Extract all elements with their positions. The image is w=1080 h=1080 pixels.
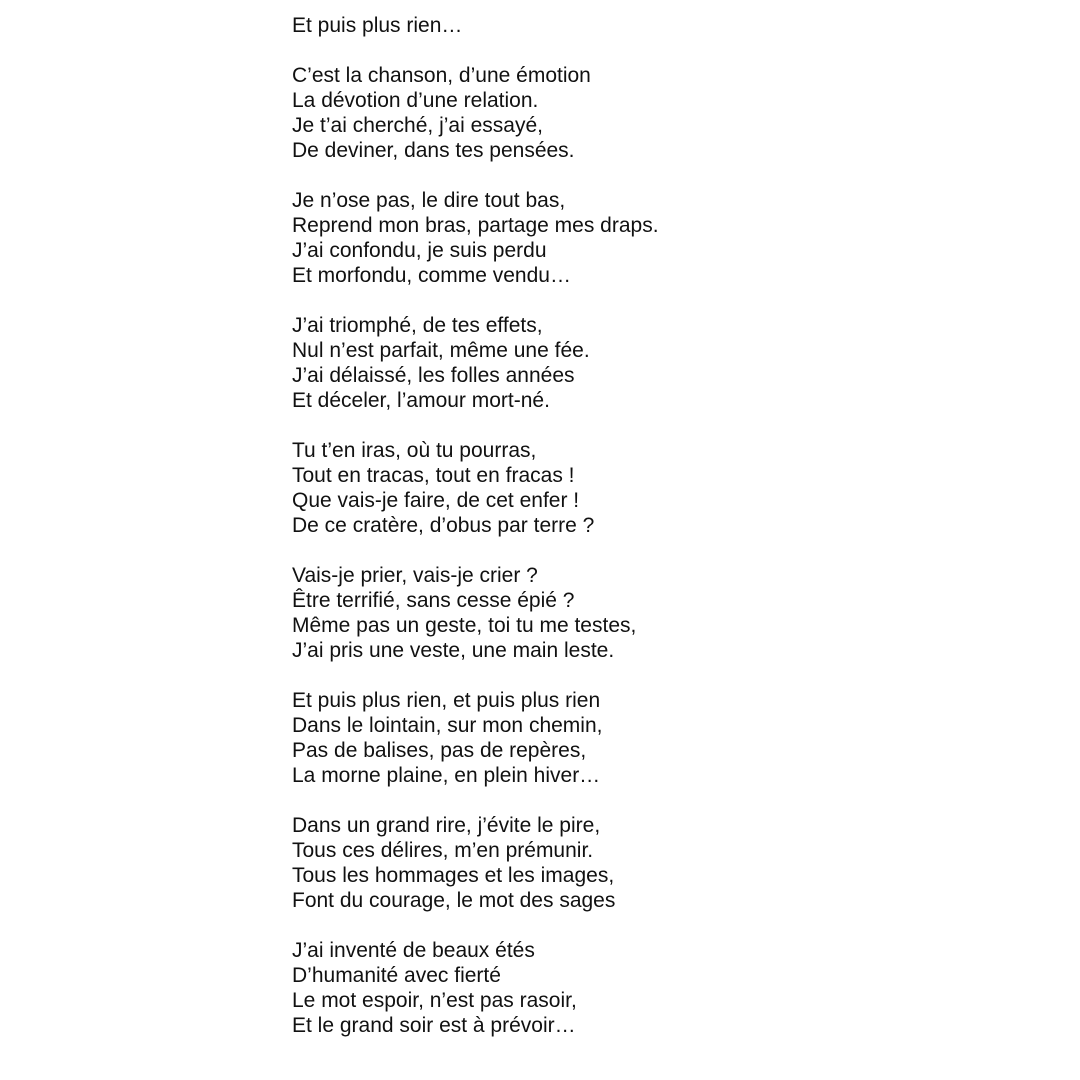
poem-line: J’ai triomphé, de tes effets, — [292, 314, 543, 337]
poem-line: J’ai pris une veste, une main leste. — [292, 639, 615, 662]
poem-line: C’est la chanson, d’une émotion — [292, 64, 591, 87]
poem-title: Et puis plus rien… — [292, 14, 463, 37]
poem-line: La dévotion d’une relation. — [292, 89, 539, 112]
poem-line: Même pas un geste, toi tu me testes, — [292, 614, 637, 637]
poem-line: Tout en tracas, tout en fracas ! — [292, 464, 575, 487]
poem-line: La morne plaine, en plein hiver… — [292, 764, 601, 787]
poem-line: Je t’ai cherché, j’ai essayé, — [292, 114, 543, 137]
poem-line: Et déceler, l’amour mort-né. — [292, 389, 550, 412]
poem-line: Dans un grand rire, j’évite le pire, — [292, 814, 601, 837]
poem-line: Dans le lointain, sur mon chemin, — [292, 714, 603, 737]
stanza — [292, 63, 659, 163]
poem-line: Tous ces délires, m’en prémunir. — [292, 839, 594, 862]
poem-line: J’ai inventé de beaux étés — [292, 939, 535, 962]
poem-line: Reprend mon bras, partage mes draps. — [292, 214, 659, 237]
poem-line: Font du courage, le mot des sages — [292, 889, 616, 912]
poem-line: Être terrifié, sans cesse épié ? — [292, 589, 575, 612]
poem-line: De ce cratère, d’obus par terre ? — [292, 514, 595, 537]
stanza — [292, 438, 659, 538]
poem — [292, 13, 659, 1038]
stanza-list — [292, 63, 659, 1038]
stanza — [292, 813, 659, 913]
poem-line: Le mot espoir, n’est pas rasoir, — [292, 989, 577, 1012]
poem-line: Pas de balises, pas de repères, — [292, 739, 587, 762]
poem-line: D’humanité avec fierté — [292, 964, 501, 987]
poem-line: Tous les hommages et les images, — [292, 864, 615, 887]
stanza — [292, 688, 659, 788]
poem-line: Vais-je prier, vais-je crier ? — [292, 564, 538, 587]
poem-line: De deviner, dans tes pensées. — [292, 139, 575, 162]
stanza — [292, 313, 659, 413]
stanza — [292, 563, 659, 663]
stanza — [292, 938, 659, 1038]
poem-line: J’ai délaissé, les folles années — [292, 364, 575, 387]
poem-line: Nul n’est parfait, même une fée. — [292, 339, 590, 362]
poem-line: Tu t’en iras, où tu pourras, — [292, 439, 537, 462]
poem-line: Et le grand soir est à prévoir… — [292, 1014, 576, 1037]
poem-line: Que vais-je faire, de cet enfer ! — [292, 489, 580, 512]
poem-line: Je n’ose pas, le dire tout bas, — [292, 189, 566, 212]
stanza — [292, 188, 659, 288]
poem-line: Et morfondu, comme vendu… — [292, 264, 571, 287]
poem-line: Et puis plus rien, et puis plus rien — [292, 689, 601, 712]
poem-line: J’ai confondu, je suis perdu — [292, 239, 547, 262]
